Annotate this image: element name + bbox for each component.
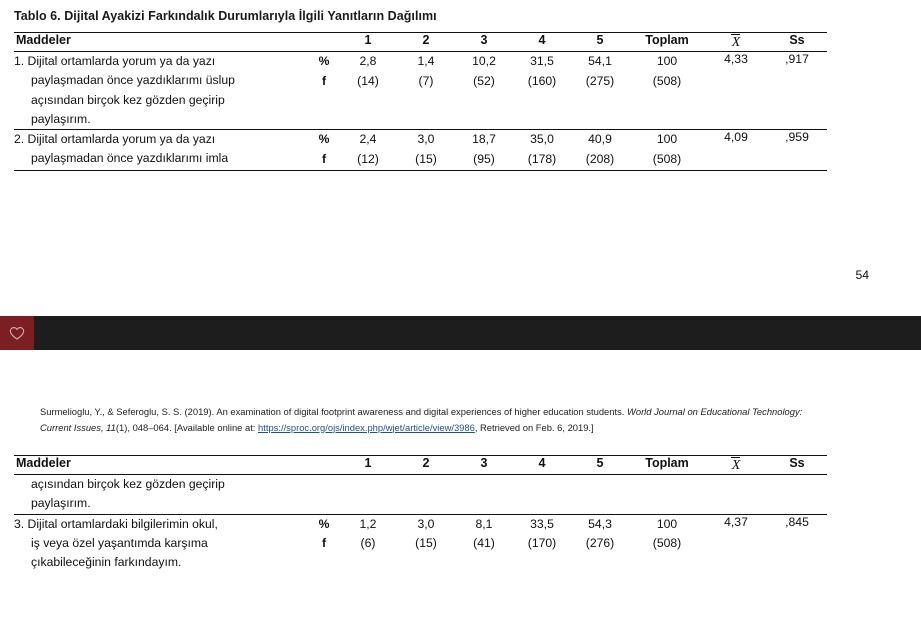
row-item-text: [14, 514, 309, 572]
header-sd: Ss: [789, 456, 805, 471]
cell-col-3: [455, 130, 513, 171]
cell-mean: 4,33: [724, 52, 748, 66]
table-header-row: [14, 33, 827, 52]
header-col-3: 3: [480, 33, 488, 47]
percent-label: %: [318, 516, 330, 531]
percent-value: 10,2: [472, 54, 496, 68]
heart-icon: [9, 325, 25, 341]
percent-value: 100: [656, 516, 678, 531]
cell-col-5: [571, 130, 629, 171]
cell-mean: 4,37: [724, 514, 748, 529]
header-total: Toplam: [645, 33, 689, 47]
cell-total: [629, 130, 705, 171]
header-col-4: 4: [538, 33, 546, 47]
percent-value: 18,7: [472, 132, 496, 147]
item-line: paylaşmadan önce yazdıklarımı imla: [31, 151, 229, 166]
percent-value: 40,9: [588, 132, 612, 147]
percent-value: 54,1: [588, 54, 612, 68]
freq-label: f: [321, 73, 327, 88]
freq-value: (178): [527, 151, 557, 166]
table-row-carryover: [14, 475, 827, 515]
carryover-sd: [767, 475, 827, 515]
percent-value: 31,5: [530, 54, 554, 68]
cell-total: [629, 52, 705, 130]
carryover-mean: [705, 475, 767, 515]
percent-value: 100: [656, 132, 678, 147]
freq-value: (15): [415, 151, 437, 166]
carryover-measure-labels: [309, 475, 339, 515]
freq-value: (276): [585, 536, 615, 551]
item-line: iş veya özel yaşantımda karşıma: [31, 535, 208, 550]
mean-symbol: X: [731, 35, 741, 50]
percent-value: 33,5: [530, 516, 554, 531]
table-row: [14, 514, 827, 572]
citation-link[interactable]: https://sproc.org/ojs/index.php/wjet/article/view/3986: [258, 421, 475, 433]
freq-value: (208): [585, 151, 615, 166]
cell-mean: 4,09: [724, 130, 748, 145]
cell-col-1: [339, 130, 397, 171]
freq-value: (52): [473, 73, 495, 88]
carryover-col-2: [397, 475, 455, 515]
carryover-col-3: [455, 475, 513, 515]
bottom-page-section: [0, 350, 921, 572]
freq-value: (508): [652, 73, 682, 88]
cell-total: [629, 514, 705, 572]
item-line: paylaşmadan önce yazdıklarımı üslup: [31, 73, 235, 88]
header-mean: [705, 456, 767, 475]
header-col-1: 1: [364, 456, 372, 471]
percent-value: 1,2: [359, 516, 377, 531]
header-item: Maddeler: [16, 33, 71, 47]
freq-value: (7): [418, 73, 434, 88]
top-table-section: [0, 0, 921, 282]
citation-part1: Surmelioglu, Y., & Seferoglu, S. S. (2019). An examination of digital footprint awareness and digital experiences of higher education students.: [40, 406, 627, 417]
carryover-col-4: [513, 475, 571, 515]
carryover-col-1: [339, 475, 397, 515]
header-col-3: 3: [480, 456, 488, 471]
header-spacer: [309, 33, 339, 52]
item-line: paylaşırım.: [31, 496, 91, 511]
table-6-continued: [14, 455, 827, 572]
header-col-1: 1: [364, 33, 372, 47]
table-title: Tablo 6. Dijital Ayakizi Farkındalık Durumlarıyla İlgili Yanıtların Dağılımı: [14, 9, 437, 23]
mean-symbol: X: [731, 458, 741, 474]
citation-part2: (1), 048–064. [Available online at:: [115, 421, 259, 433]
row-item-text: [14, 52, 309, 130]
row-measure-labels: [309, 52, 339, 130]
row-item-text: [14, 130, 309, 171]
percent-label: %: [318, 54, 330, 68]
percent-label: %: [318, 132, 330, 147]
item-line: açısından birçok kez gözden geçirip: [31, 92, 225, 107]
cell-col-5: [571, 514, 629, 572]
freq-value: (12): [357, 151, 379, 166]
header-mean: [705, 33, 767, 52]
freq-label: f: [321, 151, 327, 166]
cell-col-2: [397, 52, 455, 130]
item-line: 3. Dijital ortamlardaki bilgilerimin okul,: [14, 516, 218, 531]
freq-value: (14): [357, 73, 379, 88]
cell-col-5: [571, 52, 629, 130]
percent-value: 2,8: [359, 54, 377, 68]
freq-value: (508): [652, 536, 682, 551]
header-col-5: 5: [596, 456, 604, 471]
band-accent-block: [0, 316, 34, 350]
table-header-row: [14, 456, 827, 475]
cell-col-2: [397, 514, 455, 572]
item-line: çıkabileceğinin farkındayım.: [31, 555, 182, 570]
percent-value: 35,0: [530, 132, 554, 147]
cell-sd: ,959: [785, 130, 809, 145]
row-measure-labels: [309, 514, 339, 572]
item-line: açısından birçok kez gözden geçirip: [31, 477, 225, 492]
header-col-5: 5: [596, 33, 604, 47]
citation-part3: , Retrieved on Feb. 6, 2019.]: [474, 421, 594, 433]
row-measure-labels: [309, 130, 339, 171]
percent-value: 8,1: [475, 516, 493, 531]
freq-value: (160): [527, 73, 557, 88]
header-col-4: 4: [538, 456, 546, 471]
freq-label: f: [321, 536, 327, 551]
percent-value: 1,4: [417, 54, 435, 68]
header-col-2: 2: [422, 456, 430, 471]
cell-col-2: [397, 130, 455, 171]
cell-col-3: [455, 52, 513, 130]
freq-value: (6): [360, 536, 376, 551]
citation-journal: World Journal on Educational Technology: Current Issues, 11: [40, 406, 803, 433]
freq-value: (15): [415, 536, 437, 551]
carryover-text: [14, 475, 309, 515]
cell-col-4: [513, 52, 571, 130]
cell-sd: ,917: [785, 52, 809, 66]
header-item: Maddeler: [16, 456, 71, 471]
citation-text: [0, 350, 921, 435]
freq-value: (95): [473, 151, 495, 166]
freq-value: (41): [473, 536, 495, 551]
cell-col-4: [513, 514, 571, 572]
cell-col-1: [339, 52, 397, 130]
table-6: [14, 32, 827, 171]
freq-value: (275): [585, 73, 615, 88]
header-spacer: [309, 456, 339, 475]
carryover-col-5: [571, 475, 629, 515]
table-row: [14, 52, 827, 130]
item-line: 1. Dijital ortamlarda yorum ya da yazı: [14, 54, 216, 68]
percent-value: 54,3: [588, 516, 612, 531]
freq-value: (508): [652, 151, 682, 166]
freq-value: (170): [527, 536, 557, 551]
item-line: 2. Dijital ortamlarda yorum ya da yazı: [14, 132, 216, 147]
page-number: 54: [855, 268, 869, 282]
page-separator-band: [0, 316, 921, 350]
cell-col-3: [455, 514, 513, 572]
header-sd: Ss: [789, 33, 805, 47]
header-col-2: 2: [422, 33, 430, 47]
percent-value: 3,0: [417, 132, 435, 147]
carryover-total: [629, 475, 705, 515]
percent-value: 100: [656, 54, 678, 68]
cell-col-4: [513, 130, 571, 171]
percent-value: 2,4: [359, 132, 377, 147]
cell-col-1: [339, 514, 397, 572]
table-row: [14, 130, 827, 171]
header-total: Toplam: [645, 456, 689, 471]
percent-value: 3,0: [417, 516, 435, 531]
item-line: paylaşırım.: [31, 111, 91, 126]
cell-sd: ,845: [785, 514, 809, 529]
